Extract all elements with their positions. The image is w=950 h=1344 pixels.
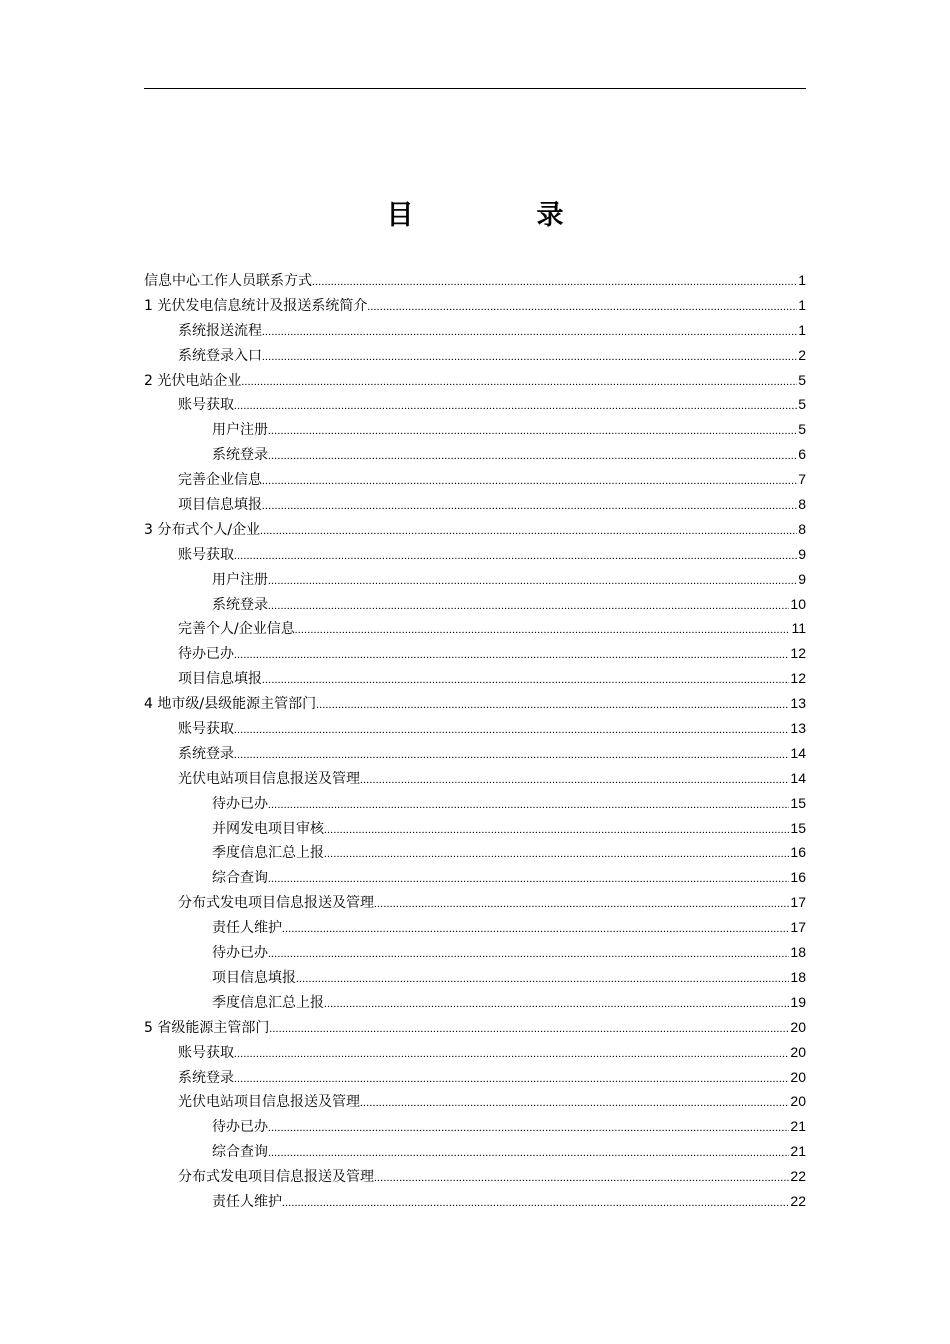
toc-dot-leader (295, 618, 791, 643)
toc-entry[interactable] (144, 442, 806, 467)
toc-entry-page-number: 14 (790, 769, 806, 786)
toc-dot-leader (269, 1017, 789, 1042)
toc-title: 目 录 (386, 200, 612, 231)
toc-entry-label: 待办已办 (212, 945, 268, 962)
toc-dot-leader (367, 295, 797, 320)
header-rule (144, 88, 806, 89)
toc-entry[interactable] (144, 467, 806, 492)
toc-entry[interactable] (144, 816, 806, 841)
toc-entry[interactable] (144, 1114, 806, 1139)
toc-dot-leader (241, 370, 797, 395)
toc-dot-leader (234, 718, 789, 743)
toc-dot-leader (324, 842, 789, 867)
toc-dot-leader (268, 1116, 789, 1141)
toc-dot-leader (374, 1166, 789, 1191)
toc-entry-label: 综合查询 (212, 870, 268, 887)
toc-dot-leader (296, 967, 789, 992)
toc-dot-leader (360, 1091, 789, 1116)
toc-entry[interactable] (144, 1139, 806, 1164)
toc-entry[interactable] (144, 766, 806, 791)
toc-dot-leader (268, 793, 789, 818)
toc-dot-leader (234, 643, 789, 668)
toc-dot-leader (262, 320, 797, 345)
toc-entry-label: 待办已办 (178, 646, 234, 663)
toc-entry-page-number: 15 (790, 794, 806, 811)
toc-entry-page-number: 20 (790, 1018, 806, 1035)
toc-entry-page-number: 21 (790, 1143, 806, 1160)
toc-dot-leader (282, 1191, 789, 1216)
toc-dot-leader (268, 867, 789, 892)
toc-entry[interactable] (144, 293, 806, 318)
toc-entry-page-number: 10 (790, 595, 806, 612)
toc-entry[interactable] (144, 592, 806, 617)
toc-dot-leader (312, 270, 797, 295)
toc-entry[interactable] (144, 965, 806, 990)
toc-dot-leader (262, 494, 797, 519)
toc-entry[interactable] (144, 741, 806, 766)
toc-dot-leader (260, 519, 797, 544)
toc-dot-leader (262, 668, 789, 693)
toc-entry[interactable] (144, 1089, 806, 1114)
toc-entry-page-number: 5 (798, 421, 806, 438)
toc-entry-page-number: 20 (790, 1043, 806, 1060)
toc-dot-leader (324, 818, 789, 843)
toc-dot-leader (268, 942, 789, 967)
toc-entry[interactable] (144, 666, 806, 691)
toc-entry-label: 分布式发电项目信息报送及管理 (178, 1169, 374, 1186)
toc-entry-label: 系统登录 (178, 745, 234, 762)
toc-entry[interactable] (144, 517, 806, 542)
toc-entry[interactable] (144, 1015, 806, 1040)
toc-entry-page-number: 18 (790, 944, 806, 961)
toc-entry-page-number: 2 (798, 346, 806, 363)
toc-entry[interactable] (144, 940, 806, 965)
toc-entry-label: 综合查询 (212, 1144, 268, 1161)
toc-entry-label: 用户注册 (212, 571, 268, 588)
toc-entry-label: 信息中心工作人员联系方式 (144, 273, 312, 289)
toc-entry-label: 账号获取 (178, 1044, 234, 1061)
toc-dot-leader (360, 768, 789, 793)
toc-entry-page-number: 22 (790, 1192, 806, 1209)
table-of-contents (144, 268, 806, 1214)
toc-entry[interactable] (144, 990, 806, 1015)
toc-entry-page-number: 16 (790, 869, 806, 886)
toc-dot-leader (262, 345, 797, 370)
toc-entry-page-number: 14 (790, 744, 806, 761)
toc-entry[interactable] (144, 716, 806, 741)
toc-entry[interactable] (144, 1065, 806, 1090)
toc-entry-label: 3 分布式个人/企业 (144, 521, 261, 538)
toc-entry-label: 光伏电站项目信息报送及管理 (178, 770, 360, 787)
toc-entry[interactable] (144, 268, 806, 293)
toc-entry-page-number: 13 (790, 720, 806, 737)
toc-entry[interactable] (144, 343, 806, 368)
toc-entry-page-number: 1 (798, 321, 806, 338)
toc-entry-page-number: 20 (790, 1093, 806, 1110)
toc-entry[interactable] (144, 1164, 806, 1189)
toc-entry-label: 账号获取 (178, 721, 234, 738)
toc-entry-label: 5 省级能源主管部门 (144, 1019, 270, 1036)
toc-entry[interactable] (144, 1040, 806, 1065)
toc-entry-page-number: 18 (790, 968, 806, 985)
toc-entry-label: 1 光伏发电信息统计及报送系统简介 (144, 297, 368, 314)
toc-entry-label: 用户注册 (212, 422, 268, 439)
toc-dot-leader (268, 1141, 789, 1166)
toc-entry[interactable] (144, 915, 806, 940)
toc-entry-page-number: 15 (790, 819, 806, 836)
toc-entry-page-number: 1 (798, 272, 806, 288)
toc-dot-leader (234, 1067, 789, 1092)
toc-entry-label: 并网发电项目审核 (212, 820, 324, 837)
toc-entry[interactable] (144, 840, 806, 865)
toc-entry-page-number: 5 (798, 396, 806, 413)
toc-entry-page-number: 1 (798, 296, 806, 313)
toc-entry-label: 系统登录 (212, 447, 268, 464)
toc-entry[interactable] (144, 567, 806, 592)
toc-entry-label: 2 光伏电站企业 (144, 372, 242, 389)
toc-entry[interactable] (144, 1189, 806, 1214)
toc-entry-label: 光伏电站项目信息报送及管理 (178, 1094, 360, 1111)
toc-entry-page-number: 12 (790, 645, 806, 662)
toc-dot-leader (234, 743, 789, 768)
toc-dot-leader (374, 892, 789, 917)
toc-dot-leader (324, 992, 789, 1017)
toc-entry-label: 项目信息填报 (178, 497, 262, 514)
toc-entry[interactable] (144, 492, 806, 517)
toc-dot-leader (234, 394, 797, 419)
toc-dot-leader (268, 444, 797, 469)
toc-entry-page-number: 17 (790, 894, 806, 911)
toc-entry-label: 责任人维护 (212, 920, 282, 937)
toc-entry-page-number: 11 (791, 620, 806, 637)
toc-entry[interactable] (144, 392, 806, 417)
toc-entry-label: 账号获取 (178, 397, 234, 414)
toc-entry-label: 待办已办 (212, 1119, 268, 1136)
toc-dot-leader (268, 569, 797, 594)
toc-entry-label: 季度信息汇总上报 (212, 994, 324, 1011)
toc-entry-page-number: 16 (790, 844, 806, 861)
toc-entry-page-number: 8 (798, 520, 806, 537)
toc-entry-label: 分布式发电项目信息报送及管理 (178, 895, 374, 912)
toc-dot-leader (268, 594, 789, 619)
toc-entry[interactable] (144, 865, 806, 890)
toc-entry-page-number: 7 (798, 471, 806, 488)
toc-entry[interactable] (144, 368, 806, 393)
toc-dot-leader (234, 1042, 789, 1067)
toc-entry-page-number: 12 (790, 670, 806, 687)
toc-entry-label: 账号获取 (178, 546, 234, 563)
toc-entry-label: 责任人维护 (212, 1193, 282, 1210)
toc-entry-page-number: 8 (798, 496, 806, 513)
toc-entry-label: 系统登录入口 (178, 347, 262, 364)
toc-entry-page-number: 17 (790, 919, 806, 936)
toc-entry[interactable] (144, 542, 806, 567)
toc-entry[interactable] (144, 691, 806, 716)
toc-entry-label: 完善个人/企业信息 (178, 621, 295, 638)
toc-dot-leader (262, 469, 797, 494)
toc-dot-leader (316, 693, 789, 718)
toc-entry[interactable] (144, 791, 806, 816)
toc-entry-page-number: 9 (798, 545, 806, 562)
toc-dot-leader (234, 544, 797, 569)
toc-entry[interactable] (144, 616, 806, 641)
toc-entry-page-number: 9 (798, 570, 806, 587)
toc-dot-leader (268, 419, 797, 444)
toc-entry-label: 季度信息汇总上报 (212, 845, 324, 862)
toc-entry-page-number: 6 (798, 446, 806, 463)
toc-entry-page-number: 21 (790, 1118, 806, 1135)
toc-entry-page-number: 13 (790, 695, 806, 712)
toc-entry-label: 项目信息填报 (212, 969, 296, 986)
toc-entry-page-number: 22 (790, 1168, 806, 1185)
toc-entry-label: 系统登录 (212, 596, 268, 613)
toc-entry-label: 完善企业信息 (178, 472, 262, 489)
toc-entry-page-number: 5 (798, 371, 806, 388)
toc-entry-label: 系统登录 (178, 1069, 234, 1086)
toc-entry-label: 4 地市级/县级能源主管部门 (144, 696, 317, 713)
toc-entry[interactable] (144, 890, 806, 915)
toc-dot-leader (282, 917, 789, 942)
toc-entry-page-number: 20 (790, 1068, 806, 1085)
toc-entry[interactable] (144, 318, 806, 343)
toc-entry[interactable] (144, 641, 806, 666)
toc-entry-label: 项目信息填报 (178, 671, 262, 688)
toc-entry-label: 系统报送流程 (178, 322, 262, 339)
toc-entry-page-number: 19 (790, 993, 806, 1010)
toc-entry-label: 待办已办 (212, 795, 268, 812)
toc-entry[interactable] (144, 417, 806, 442)
